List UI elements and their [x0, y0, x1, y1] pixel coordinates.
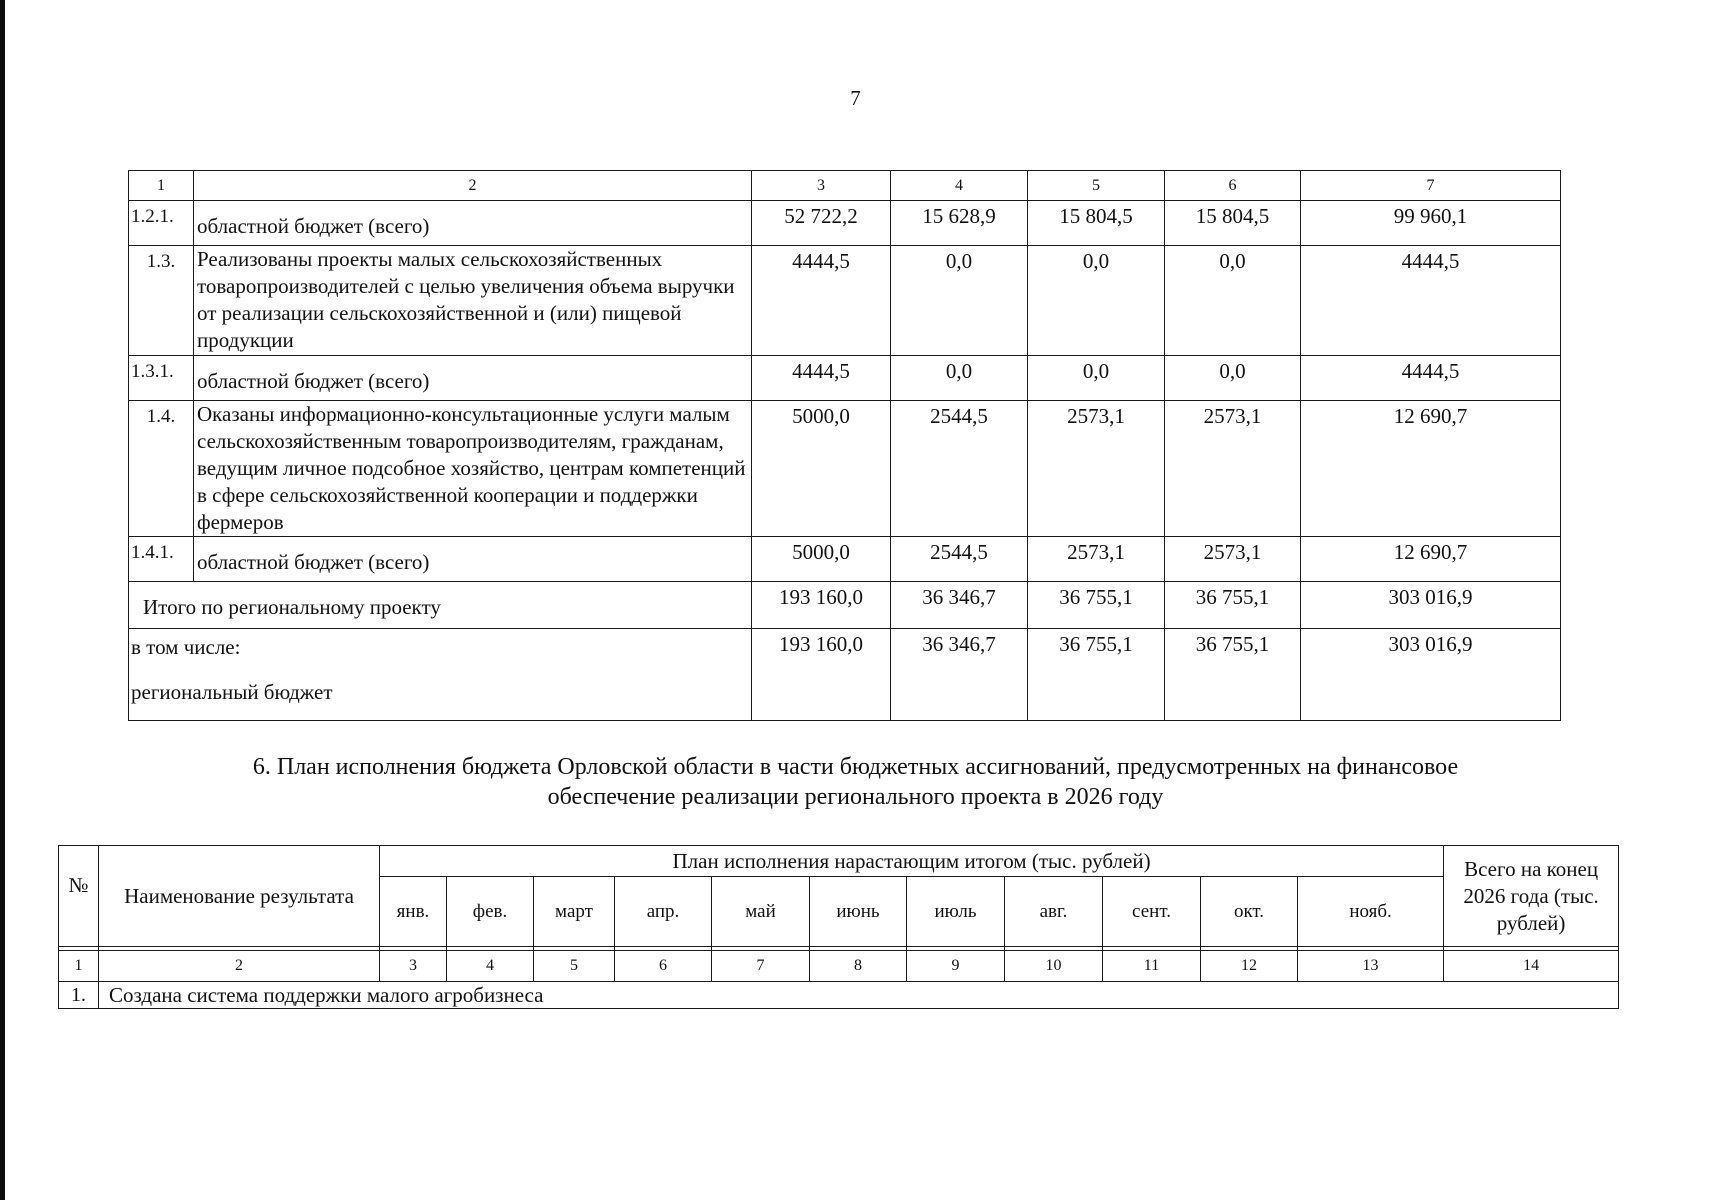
column-number-header: №: [59, 846, 99, 947]
row-value: 0,0: [1028, 356, 1165, 401]
month-header: янв.: [380, 877, 447, 947]
regional-budget-label: региональный бюджет: [131, 680, 333, 704]
month-header: фев.: [447, 877, 534, 947]
column-index: 7: [712, 951, 810, 982]
table-header-row: [59, 846, 1619, 877]
month-header: июль: [907, 877, 1005, 947]
row-name: Реализованы проекты малых сельскохозяйственных товаропроизводителей с целью увеличения объема выручки от реализации сельскохозяйственной и (или) пищевой продукции: [194, 246, 752, 356]
month-header: апр.: [615, 877, 712, 947]
column-index: 1: [129, 171, 194, 201]
column-index: 12: [1201, 951, 1298, 982]
table-row: [129, 401, 1561, 537]
column-index: 7: [1301, 171, 1561, 201]
column-total-header: Всего на конец 2026 года (тыс. рублей): [1444, 846, 1619, 947]
column-index: 1: [59, 951, 99, 982]
column-index: 5: [534, 951, 615, 982]
month-header: авг.: [1005, 877, 1103, 947]
including-value: 36 346,7: [891, 629, 1028, 721]
row-value: 15 804,5: [1165, 201, 1301, 246]
table-header-row: [129, 171, 1561, 201]
total-row: [129, 582, 1561, 629]
row-name: областной бюджет (всего): [194, 537, 752, 582]
result-name: Создана система поддержки малого агробизнеса: [99, 982, 1619, 1009]
month-header: окт.: [1201, 877, 1298, 947]
row-value: 12 690,7: [1301, 401, 1561, 537]
including-value: 36 755,1: [1165, 629, 1301, 721]
row-value: 2573,1: [1165, 401, 1301, 537]
row-value: 4444,5: [1301, 356, 1561, 401]
column-index: 6: [1165, 171, 1301, 201]
row-number: 1.4.: [129, 401, 194, 537]
total-label: Итого по региональному проекту: [129, 582, 752, 629]
table-row: [59, 982, 1619, 1009]
column-index: 9: [907, 951, 1005, 982]
column-index: 3: [380, 951, 447, 982]
table-row: [129, 356, 1561, 401]
total-value: 36 346,7: [891, 582, 1028, 629]
row-number: 1.4.1.: [129, 537, 194, 582]
including-value: 193 160,0: [752, 629, 891, 721]
including-value: 36 755,1: [1028, 629, 1165, 721]
column-index: 14: [1444, 951, 1619, 982]
section-title-line: 6. План исполнения бюджета Орловской области в части бюджетных ассигнований, предусмотренных на финансовое: [252, 754, 1459, 780]
table-row: [129, 537, 1561, 582]
column-index-row: [59, 951, 1619, 982]
budget-table: [128, 170, 1561, 721]
including-label-cell: [129, 629, 752, 721]
row-value: 2573,1: [1165, 537, 1301, 582]
execution-plan-table: [58, 845, 1619, 1009]
row-value: 0,0: [1028, 246, 1165, 356]
row-number: 1.2.1.: [129, 201, 194, 246]
month-header: май: [712, 877, 810, 947]
row-value: 4444,5: [752, 356, 891, 401]
row-value: 0,0: [891, 246, 1028, 356]
total-value: 303 016,9: [1301, 582, 1561, 629]
column-plan-header: План исполнения нарастающим итогом (тыс. рублей): [380, 846, 1444, 877]
section-title: [0, 752, 1711, 812]
total-value: 36 755,1: [1028, 582, 1165, 629]
row-value: 5000,0: [752, 401, 891, 537]
row-name: областной бюджет (всего): [194, 201, 752, 246]
table-row: [129, 246, 1561, 356]
row-number: 1.3.: [129, 246, 194, 356]
column-index: 3: [752, 171, 891, 201]
row-value: 52 722,2: [752, 201, 891, 246]
row-value: 4444,5: [1301, 246, 1561, 356]
table-row: [129, 201, 1561, 246]
column-index: 4: [891, 171, 1028, 201]
column-index: 2: [99, 951, 380, 982]
row-value: 0,0: [891, 356, 1028, 401]
column-index: 5: [1028, 171, 1165, 201]
row-value: 99 960,1: [1301, 201, 1561, 246]
row-value: 2544,5: [891, 537, 1028, 582]
column-index: 2: [194, 171, 752, 201]
row-value: 15 804,5: [1028, 201, 1165, 246]
result-number: 1.: [59, 982, 99, 1009]
month-header: март: [534, 877, 615, 947]
row-value: 12 690,7: [1301, 537, 1561, 582]
row-number: 1.3.1.: [129, 356, 194, 401]
row-name: областной бюджет (всего): [194, 356, 752, 401]
row-name: Оказаны информационно-консультационные услуги малым сельскохозяйственным товаропроизводителям, гражданам, ведущим личное подсобное хозяйство, центрам компетенций в сфере сельскохозяйственной кооперации и поддержки фермеров: [194, 401, 752, 537]
column-index: 8: [810, 951, 907, 982]
including-label: в том числе:: [131, 635, 241, 659]
row-value: 5000,0: [752, 537, 891, 582]
row-value: 4444,5: [752, 246, 891, 356]
month-header: нояб.: [1298, 877, 1444, 947]
row-value: 0,0: [1165, 356, 1301, 401]
total-value: 36 755,1: [1165, 582, 1301, 629]
column-result-name-header: Наименование результата: [99, 846, 380, 947]
month-header: июнь: [810, 877, 907, 947]
total-value: 193 160,0: [752, 582, 891, 629]
column-index: 10: [1005, 951, 1103, 982]
row-value: 2573,1: [1028, 537, 1165, 582]
column-index: 6: [615, 951, 712, 982]
row-value: 15 628,9: [891, 201, 1028, 246]
page-number: 7: [850, 86, 861, 110]
row-value: 0,0: [1165, 246, 1301, 356]
row-value: 2544,5: [891, 401, 1028, 537]
scan-edge: [0, 0, 5, 1200]
column-index: 11: [1103, 951, 1201, 982]
section-title-line: обеспечение реализации регионального проекта в 2026 году: [547, 784, 1164, 810]
including-value: 303 016,9: [1301, 629, 1561, 721]
month-header: сент.: [1103, 877, 1201, 947]
row-value: 2573,1: [1028, 401, 1165, 537]
including-row: [129, 629, 1561, 721]
column-index: 4: [447, 951, 534, 982]
column-index: 13: [1298, 951, 1444, 982]
